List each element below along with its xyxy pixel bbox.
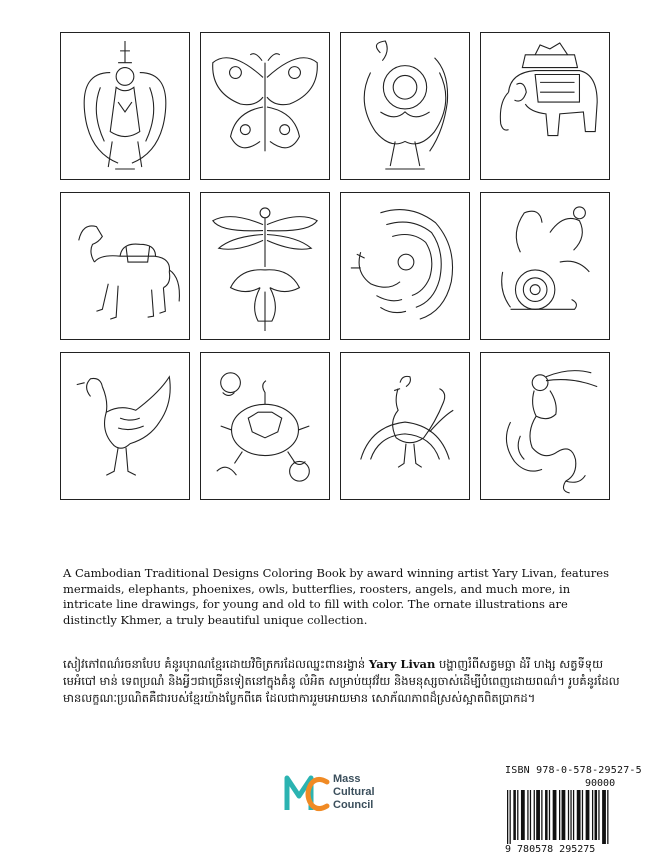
barcode-bar (586, 790, 590, 840)
bird-drawing (61, 353, 189, 499)
barcode-bar (507, 790, 508, 844)
thumbnail-butterfly (200, 32, 330, 180)
artist-name: Yary Livan (368, 657, 436, 671)
turtle-drawing (201, 353, 329, 499)
barcode-bar (577, 790, 581, 840)
barcode-bar (592, 790, 593, 840)
horse-drawing (61, 193, 189, 339)
barcode-bar (534, 790, 535, 840)
butterfly-drawing (201, 33, 329, 179)
barcode-bar (607, 790, 608, 844)
rooster-drawing (341, 353, 469, 499)
mermaid-drawing (481, 353, 609, 499)
barcode-bar (568, 790, 569, 840)
barcode-bar (527, 790, 528, 840)
khmer-description-part1: សៀវភៅពណ៌រចនាបែប គំនូរបុរាណខ្មែរដោយវិចិត្រករដែលឈ្នះពានរង្វាន់ (63, 657, 369, 671)
isbn-barcode (505, 765, 642, 855)
publisher-name-line2: Cultural (333, 786, 375, 798)
khmer-description-part2: បង្ហាញរំពីសត្វមច្ឆា ដំរី ហង្ស សត្វទីទុយ មេអំបៅ មាន់ ទេពប្រណំ និងអ្វីៗជាច្រើនទៀតនៅក្នុងគំនូ លំអិត សម្រាប់យុវវ័យ និងមនុស្សចាស់ដើម្បីបំពេញដោយពណ៌។ រូបគំនូរដែលមានលក្ខណៈប្រណិតគឺជារបស់ខ្មែរយ៉ាងប្លែកពីគេ ដែលជាការរួមអោយមាន សោភ័ណភាពដ៏ស្រស់ស្អាតពិតប្រាកដ។ (63, 657, 620, 705)
isbn-number: ISBN 978-0-578-29527-5 (505, 765, 642, 776)
barcode-bar (549, 790, 550, 840)
publisher-name-line1: Mass (333, 773, 361, 785)
thumbnail-bird (60, 352, 190, 500)
thumbnail-peacock (340, 192, 470, 340)
dragonfly-drawing (201, 193, 329, 339)
thumbnail-horse (60, 192, 190, 340)
thumbnail-rooster (340, 352, 470, 500)
thumbnail-phoenix (340, 32, 470, 180)
snail-drawing (481, 193, 609, 339)
thumbnail-elephant (480, 32, 610, 180)
publisher-name-line3: Council (333, 799, 374, 811)
publisher-name (333, 773, 375, 812)
barcode-bar (530, 790, 531, 840)
barcode-bar (562, 790, 566, 840)
thumbnail-angel (60, 32, 190, 180)
english-description: A Cambodian Traditional Designs Coloring Book by award winning artist Yary Livan, features mermaids, elephants, phoenixes, owls, butterflies, roosters, angels, and much more, in intricate line drawings, for young and old to fill with color. The ornate illustrations are distinctly Khmer, a truly beautiful unique collection. (63, 566, 610, 627)
peacock-drawing (341, 193, 469, 339)
barcode-bars (507, 790, 611, 844)
barcode-bar (541, 790, 542, 840)
thumbnail-snail (480, 192, 610, 340)
barcode-bar (570, 790, 571, 840)
thumbnail-turtle (200, 352, 330, 500)
mass-cultural-council-logo (283, 770, 423, 816)
angel-drawing (61, 33, 189, 179)
barcode-digits: 9 780578 295275 (505, 844, 596, 855)
barcode-bar (598, 790, 599, 840)
barcode-bar (510, 790, 511, 844)
barcode-bar (553, 790, 557, 840)
barcode-bar (521, 790, 525, 840)
barcode-bar (559, 790, 560, 840)
barcode-bar (582, 790, 583, 840)
mc-logo-mark-icon (283, 770, 333, 816)
barcode-bar (602, 790, 606, 844)
price-code: 90000 (585, 778, 616, 789)
thumbnail-mermaid (480, 352, 610, 500)
phoenix-drawing (341, 33, 469, 179)
barcode-bar (595, 790, 598, 840)
elephant-drawing (481, 33, 609, 179)
khmer-description (63, 656, 623, 707)
barcode-bar (517, 790, 518, 840)
thumbnail-dragonfly (200, 192, 330, 340)
barcode-bar (573, 790, 574, 840)
barcode-bar (536, 790, 540, 840)
barcode-bar (513, 790, 516, 840)
barcode-bar (545, 790, 548, 840)
